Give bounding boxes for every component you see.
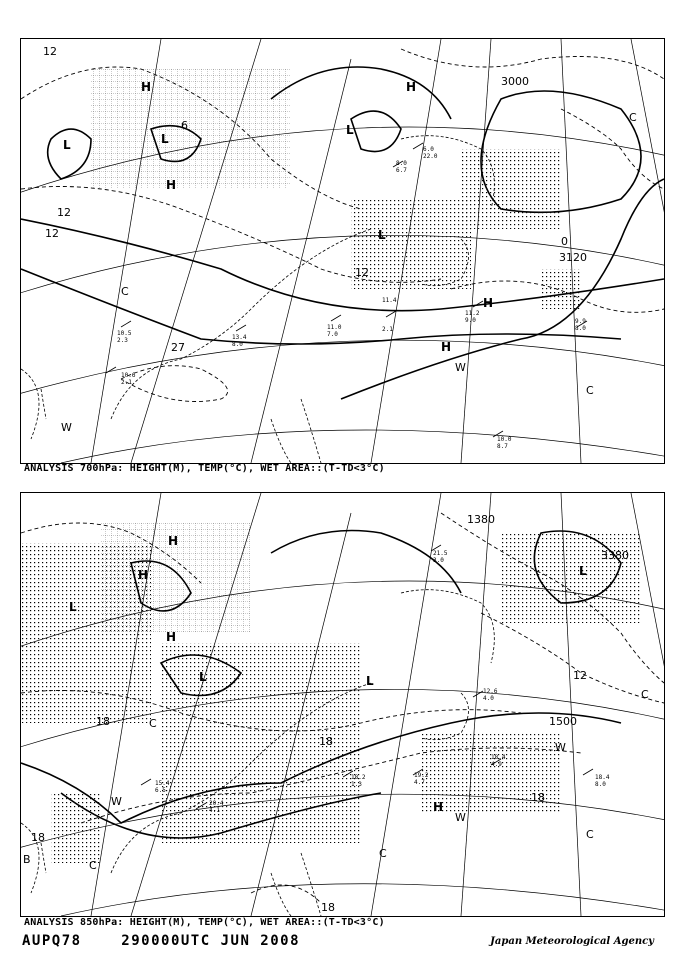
station-temp: 10.0 — [497, 436, 512, 443]
station-dewpoint-dep: 1.3 — [351, 781, 362, 788]
high-pressure-symbol: H — [138, 568, 149, 582]
contour-label: 18 — [96, 715, 110, 728]
station-temp: 20.4 — [209, 800, 224, 807]
station-dewpoint-dep: 8.7 — [497, 443, 508, 450]
agency-name: Japan Meteorological Agency — [490, 936, 654, 947]
station-dewpoint-dep: 8.0 — [232, 341, 243, 348]
station-dewpoint-dep: 22.0 — [423, 153, 438, 160]
warm-symbol: W — [111, 795, 122, 808]
contour-label: 18 — [531, 791, 545, 804]
low-pressure-symbol: L — [199, 670, 207, 684]
low-pressure-symbol: L — [69, 600, 77, 614]
station-temp: 11.4 — [382, 297, 397, 304]
station-plot — [431, 545, 448, 564]
contour-label: 3120 — [559, 251, 587, 264]
high-pressure-symbol: H — [168, 534, 179, 548]
cold-symbol: C — [121, 285, 129, 298]
station-dewpoint-dep: 6.5 — [155, 787, 166, 794]
contour-label: 18 — [319, 735, 333, 748]
wet-area-grid — [91, 69, 291, 189]
cold-symbol: C — [629, 111, 637, 124]
contour-label: 12 — [45, 227, 59, 240]
contour-label: 12 — [57, 206, 71, 219]
station-temp: 18.4 — [491, 754, 506, 761]
station-temp: 9.9 — [575, 318, 586, 325]
contour-label: 3000 — [501, 75, 529, 88]
station-temp: 11.0 — [327, 324, 342, 331]
station-plot — [106, 367, 136, 386]
low-pressure-symbol: L — [378, 228, 386, 242]
contour-label: 1380 — [467, 513, 495, 526]
station-dewpoint-dep: 3.0 — [433, 557, 444, 564]
station-plot — [575, 318, 587, 332]
contour-label: 18 — [31, 831, 45, 844]
station-plot — [327, 315, 342, 338]
cold-symbol: C — [586, 828, 594, 841]
station-dewpoint-dep: 2.1 — [121, 379, 132, 386]
wet-area-dots — [501, 533, 641, 623]
high-pressure-symbol: H — [406, 80, 417, 94]
wet-area-dots — [461, 149, 561, 229]
map-panel-850hpa — [20, 492, 665, 917]
warm-symbol: W — [455, 361, 466, 374]
station-plot — [413, 143, 438, 160]
map-850hpa-svg — [21, 493, 664, 916]
footer-product-line — [22, 933, 300, 949]
station-dewpoint-dep: 4.0 — [483, 695, 494, 702]
station-temp: 11.2 — [465, 310, 480, 317]
contour-label: 3380 — [601, 549, 629, 562]
wet-area-dots — [21, 543, 151, 723]
high-pressure-symbol: H — [141, 80, 152, 94]
caption-700hpa: ANALYSIS 700hPa: HEIGHT(M), TEMP(°C), WET AREA::(T-TD<3°C) — [24, 463, 385, 474]
station-plot — [493, 431, 512, 450]
caption-850hpa: ANALYSIS 850hPa: HEIGHT(M), TEMP(°C), WET AREA::(T-TD<3°C) — [24, 917, 385, 928]
b-symbol: B — [23, 853, 31, 866]
contour-label: 12 — [573, 669, 587, 682]
high-pressure-symbol: H — [483, 296, 494, 310]
contour-label: 12 — [43, 45, 57, 58]
warm-symbol: W — [61, 421, 72, 434]
map-700hpa-svg — [21, 39, 664, 463]
station-dewpoint-dep: 8.0 — [575, 325, 586, 332]
contour-label: 27 — [171, 341, 185, 354]
station-dewpoint-dep: 4.1 — [209, 807, 220, 814]
low-pressure-symbol: L — [63, 138, 71, 152]
station-temp: 10.5 — [117, 330, 132, 337]
station-plot — [583, 769, 610, 788]
station-temp: 8.0 — [396, 160, 407, 167]
station-dewpoint-dep: 2.3 — [117, 337, 128, 344]
high-pressure-symbol: H — [166, 630, 177, 644]
cold-symbol: C — [89, 859, 97, 872]
wet-area-dots — [541, 269, 581, 309]
station-dewpoint-dep: 9.0 — [465, 317, 476, 324]
station-temp: 18.2 — [351, 774, 366, 781]
cold-symbol: C — [379, 847, 387, 860]
wet-area-700 — [91, 69, 581, 309]
station-plot — [382, 297, 397, 333]
station-temp: 15.4 — [155, 780, 170, 787]
wet-area-850 — [21, 523, 641, 863]
cold-symbol: C — [641, 688, 649, 701]
contour-label: 12 — [355, 266, 369, 279]
station-dewpoint-dep: 7.0 — [327, 331, 338, 338]
wet-area-dots — [351, 199, 471, 289]
station-dewpoint-dep: 8.0 — [595, 781, 606, 788]
low-pressure-symbol: L — [346, 123, 354, 137]
cold-symbol: C — [586, 384, 594, 397]
product-id: AUPQ78 — [22, 933, 82, 949]
high-pressure-symbol: H — [441, 340, 452, 354]
station-temp: 6.0 — [423, 146, 434, 153]
station-temp: 21.5 — [433, 550, 448, 557]
map-panel-700hpa — [20, 38, 665, 464]
contour-label: 0 — [561, 235, 568, 248]
high-pressure-symbol: H — [433, 800, 444, 814]
contour-label: 1500 — [549, 715, 577, 728]
station-plot — [232, 325, 247, 348]
station-temp: 13.4 — [232, 334, 247, 341]
station-plot — [141, 779, 170, 794]
low-pressure-symbol: L — [579, 564, 587, 578]
cold-symbol: C — [149, 717, 157, 730]
warm-symbol: W — [455, 811, 466, 824]
low-pressure-symbol: L — [161, 132, 169, 146]
contour-label: 18 — [321, 901, 335, 914]
station-dewpoint-dep: 4.7 — [414, 779, 425, 786]
station-temp: 10.6 — [121, 372, 136, 379]
station-temp: 18.4 — [595, 774, 610, 781]
station-temp: 19.2 — [414, 772, 429, 779]
station-plot — [393, 160, 407, 174]
station-dewpoint-dep: 4.9 — [491, 761, 502, 768]
station-temp: 12.6 — [483, 688, 498, 695]
high-pressure-symbol: H — [166, 178, 177, 192]
low-pressure-symbol: L — [366, 674, 374, 688]
valid-time: 290000UTC JUN 2008 — [121, 933, 301, 949]
station-dewpoint-dep: 6.7 — [396, 167, 407, 174]
contour-label: 6 — [181, 119, 188, 132]
station-plot — [117, 321, 132, 344]
warm-symbol: W — [555, 741, 566, 754]
station-dewpoint-dep: 2.1 — [382, 326, 393, 333]
